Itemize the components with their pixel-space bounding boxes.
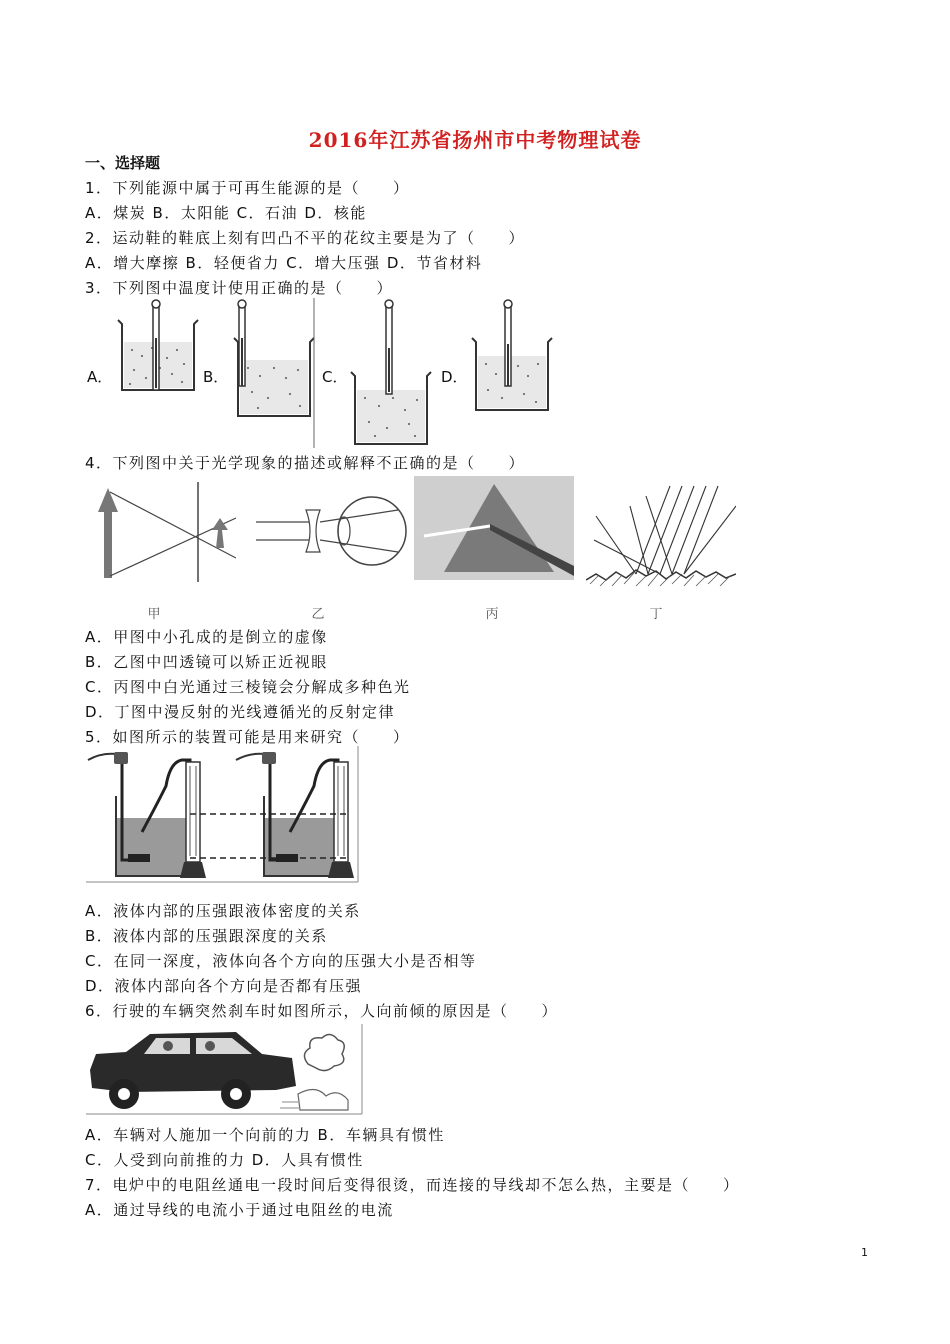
q3-label-b: B．: [203, 368, 229, 386]
question-5-option-b: B．液体内部的压强跟深度的关系: [85, 927, 328, 945]
q4-figure-yi: [248, 478, 408, 628]
question-1: 1．下列能源中属于可再生能源的是（ ）: [85, 179, 410, 197]
q4-caption-jia: 甲: [147, 607, 161, 622]
question-4: 4．下列图中关于光学现象的描述或解释不正确的是（ ）: [85, 454, 526, 472]
question-5-option-d: D．液体内部向各个方向是否都有压强: [85, 977, 363, 995]
q3-figure-b: [228, 298, 320, 420]
question-2-options: A．增大摩擦 B．轻便省力 C．增大压强 D．节省材料: [85, 254, 483, 272]
q4-caption-yi: 乙: [311, 607, 325, 622]
question-6-options-cd: C．人受到向前推的力 D．人具有惯性: [85, 1151, 364, 1169]
question-4-option-a: A．甲图中小孔成的是倒立的虚像: [85, 628, 328, 646]
q4-caption-bing: 丙: [485, 607, 499, 622]
question-4-option-b: B．乙图中凹透镜可以矫正近视眼: [85, 653, 328, 671]
question-6: 6．行驶的车辆突然刹车时如图所示，人向前倾的原因是（ ）: [85, 1002, 559, 1020]
question-2: 2．运动鞋的鞋底上刻有凹凸不平的花纹主要是为了（ ）: [85, 229, 526, 247]
q5-figure: [86, 746, 362, 884]
page-number: 1: [861, 1246, 868, 1259]
question-7: 7．电炉中的电阻丝通电一段时间后变得很烫，而连接的导线却不怎么热，主要是（ ）: [85, 1176, 740, 1194]
question-1-options: A．煤炭 B．太阳能 C．石油 D．核能: [85, 204, 367, 222]
question-3: 3．下列图中温度计使用正确的是（ ）: [85, 279, 394, 297]
q3-divider: [312, 298, 316, 448]
q4-figure-bing: [414, 476, 574, 626]
section-heading: 一、选择题: [85, 154, 161, 172]
q3-label-d: D．: [441, 368, 468, 386]
question-7-option-a: A．通过导线的电流小于通过电阻丝的电流: [85, 1201, 394, 1219]
q4-figure-ding: [586, 476, 736, 626]
q3-figure-a: [112, 298, 204, 398]
question-6-options-ab: A．车辆对人施加一个向前的力 B．车辆具有惯性: [85, 1126, 445, 1144]
question-5: 5．如图所示的装置可能是用来研究（ ）: [85, 728, 410, 746]
q3-figure-d: [466, 298, 558, 414]
q3-label-a: A．: [87, 368, 113, 386]
q3-figure-c: [345, 298, 437, 448]
q4-caption-ding: 丁: [649, 607, 663, 622]
question-4-option-c: C．丙图中白光通过三棱镜会分解成多种色光: [85, 678, 411, 696]
q4-figure-jia: [86, 478, 236, 628]
question-4-option-d: D．丁图中漫反射的光线遵循光的反射定律: [85, 703, 396, 721]
question-5-option-c: C．在同一深度，液体向各个方向的压强大小是否相等: [85, 952, 477, 970]
question-5-option-a: A．液体内部的压强跟液体密度的关系: [85, 902, 361, 920]
exam-title: 2016年江苏省扬州市中考物理试卷: [308, 128, 642, 152]
q3-label-c: C．: [322, 368, 348, 386]
q6-figure: [86, 1024, 364, 1116]
